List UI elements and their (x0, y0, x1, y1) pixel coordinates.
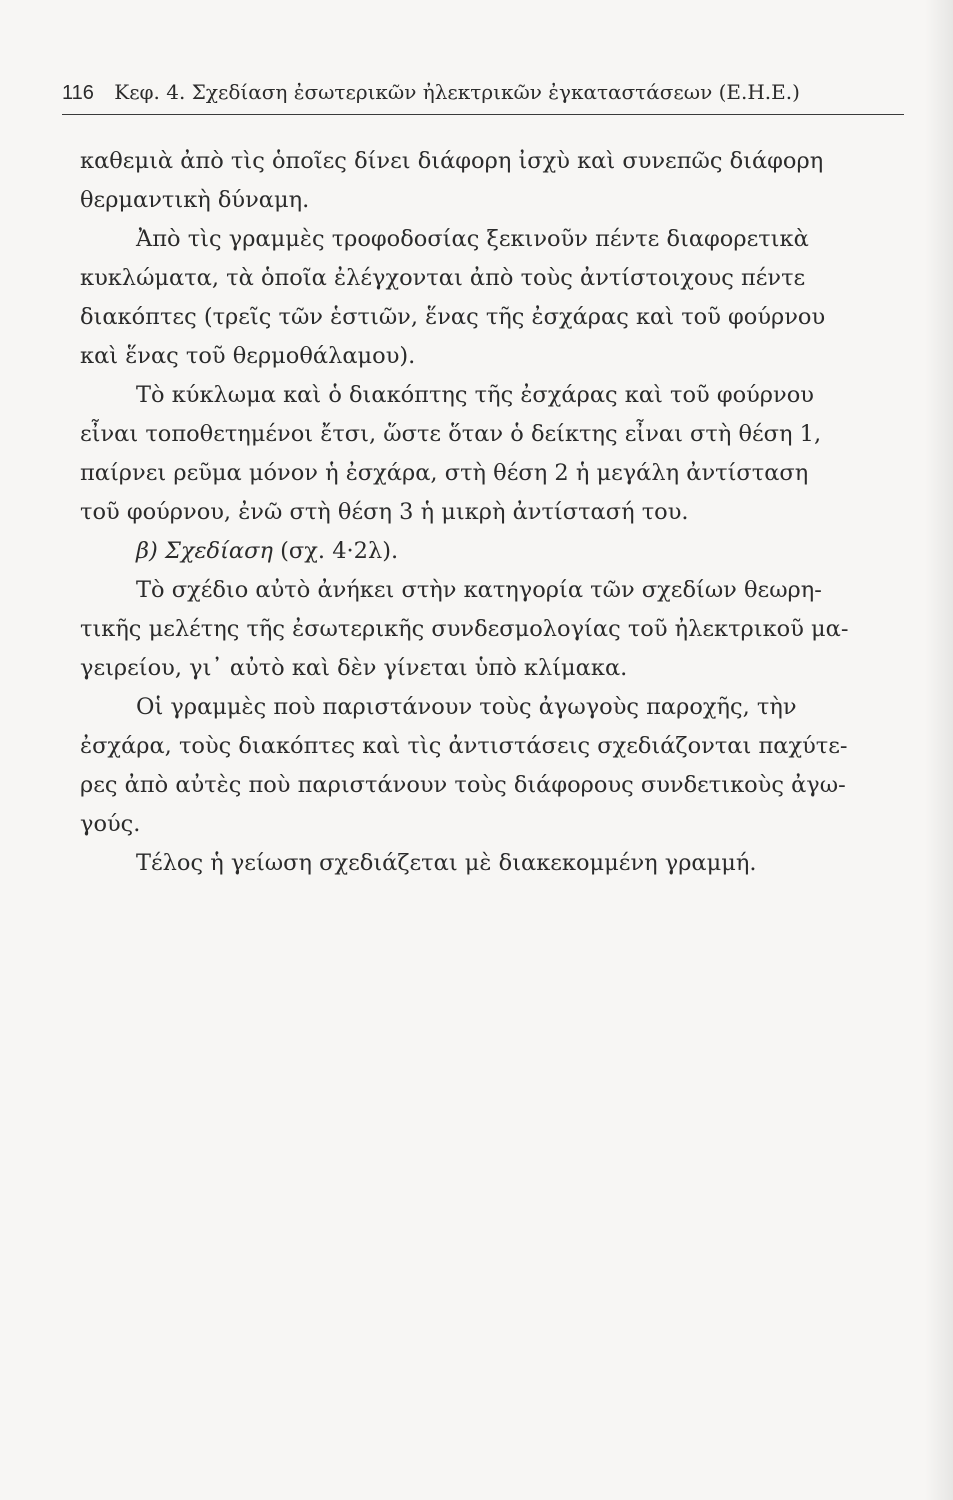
paragraph-lines (80, 688, 922, 844)
text-line: τοῦ φούρνου, ἐνῶ στὴ θέση 3 ἡ μικρὴ ἀντίστασή του. (80, 499, 689, 525)
chapter-title: Κεφ. 4. Σχεδίαση ἐσωτερικῶν ἠλεκτρικῶν ἐγκαταστάσεων (Ε.Η.Ε.) (114, 80, 800, 104)
page-edge-shadow (925, 0, 953, 1500)
text-line: Τὸ σχέδιο αὐτὸ ἀνήκει στὴν κατηγορία τῶν σχεδίων θεωρη- (136, 577, 822, 603)
text-line: θερμαντικὴ δύναμη. (80, 187, 310, 213)
text-line: καθεμιὰ ἀπὸ τὶς ὁποῖες δίνει διάφορη ἰσχὺ καὶ συνεπῶς διάφορη (80, 148, 824, 174)
section-heading-figure-ref: (σχ. 4·2λ). (280, 538, 399, 564)
section-heading (80, 532, 922, 571)
text-line: Οἱ γραμμὲς ποὺ παριστάνουν τοὺς ἀγωγοὺς παροχῆς, τὴν (136, 694, 797, 720)
text-line: παίρνει ρεῦμα μόνον ἡ ἐσχάρα, στὴ θέση 2 ἡ μεγάλη ἀντίσταση (80, 460, 809, 486)
section-heading-title: β) Σχεδίαση (136, 538, 273, 564)
paragraph-drawing (80, 571, 922, 688)
paragraph-circuits (80, 220, 922, 376)
text-line: κυκλώματα, τὰ ὁποῖα ἐλέγχονται ἀπὸ τοὺς ἀντίστοιχους πέντε (80, 265, 806, 291)
body-text (80, 142, 922, 883)
text-line: γούς. (80, 811, 141, 837)
text-line: Ἀπὸ τὶς γραμμὲς τροφοδοσίας ξεκινοῦν πέντε διαφορετικὰ (136, 226, 809, 252)
paragraph-switch (80, 376, 922, 532)
text-line: καὶ ἕνας τοῦ θερμοθάλαμου). (80, 343, 416, 369)
text-line: ἐσχάρα, τοὺς διακόπτες καὶ τὶς ἀντιστάσεις σχεδιάζονται παχύτε- (80, 733, 848, 759)
page-number: 116 (62, 82, 94, 104)
paragraph-1-continuation (80, 142, 922, 220)
text-line: διακόπτες (τρεῖς τῶν ἑστιῶν, ἕνας τῆς ἐσχάρας καὶ τοῦ φούρνου (80, 304, 826, 330)
running-header (62, 80, 904, 115)
paragraph-grounding (80, 844, 922, 883)
text-line: τικῆς μελέτης τῆς ἐσωτερικῆς συνδεσμολογίας τοῦ ἠλεκτρικοῦ μα- (80, 616, 849, 642)
text-line: εἶναι τοποθετημένοι ἔτσι, ὥστε ὅταν ὁ δείκτης εἶναι στὴ θέση 1, (80, 421, 822, 447)
text-line: γειρείου, γι᾽ αὐτὸ καὶ δὲν γίνεται ὑπὸ κλίμακα. (80, 655, 628, 681)
text-line: Τέλος ἡ γείωση σχεδιάζεται μὲ διακεκομμένη γραμμή. (136, 850, 757, 876)
text-line: ρες ἀπὸ αὐτὲς ποὺ παριστάνουν τοὺς διάφορους συνδετικοὺς ἀγω- (80, 772, 846, 798)
text-line: Τὸ κύκλωμα καὶ ὁ διακόπτης τῆς ἐσχάρας καὶ τοῦ φούρνου (136, 382, 814, 408)
